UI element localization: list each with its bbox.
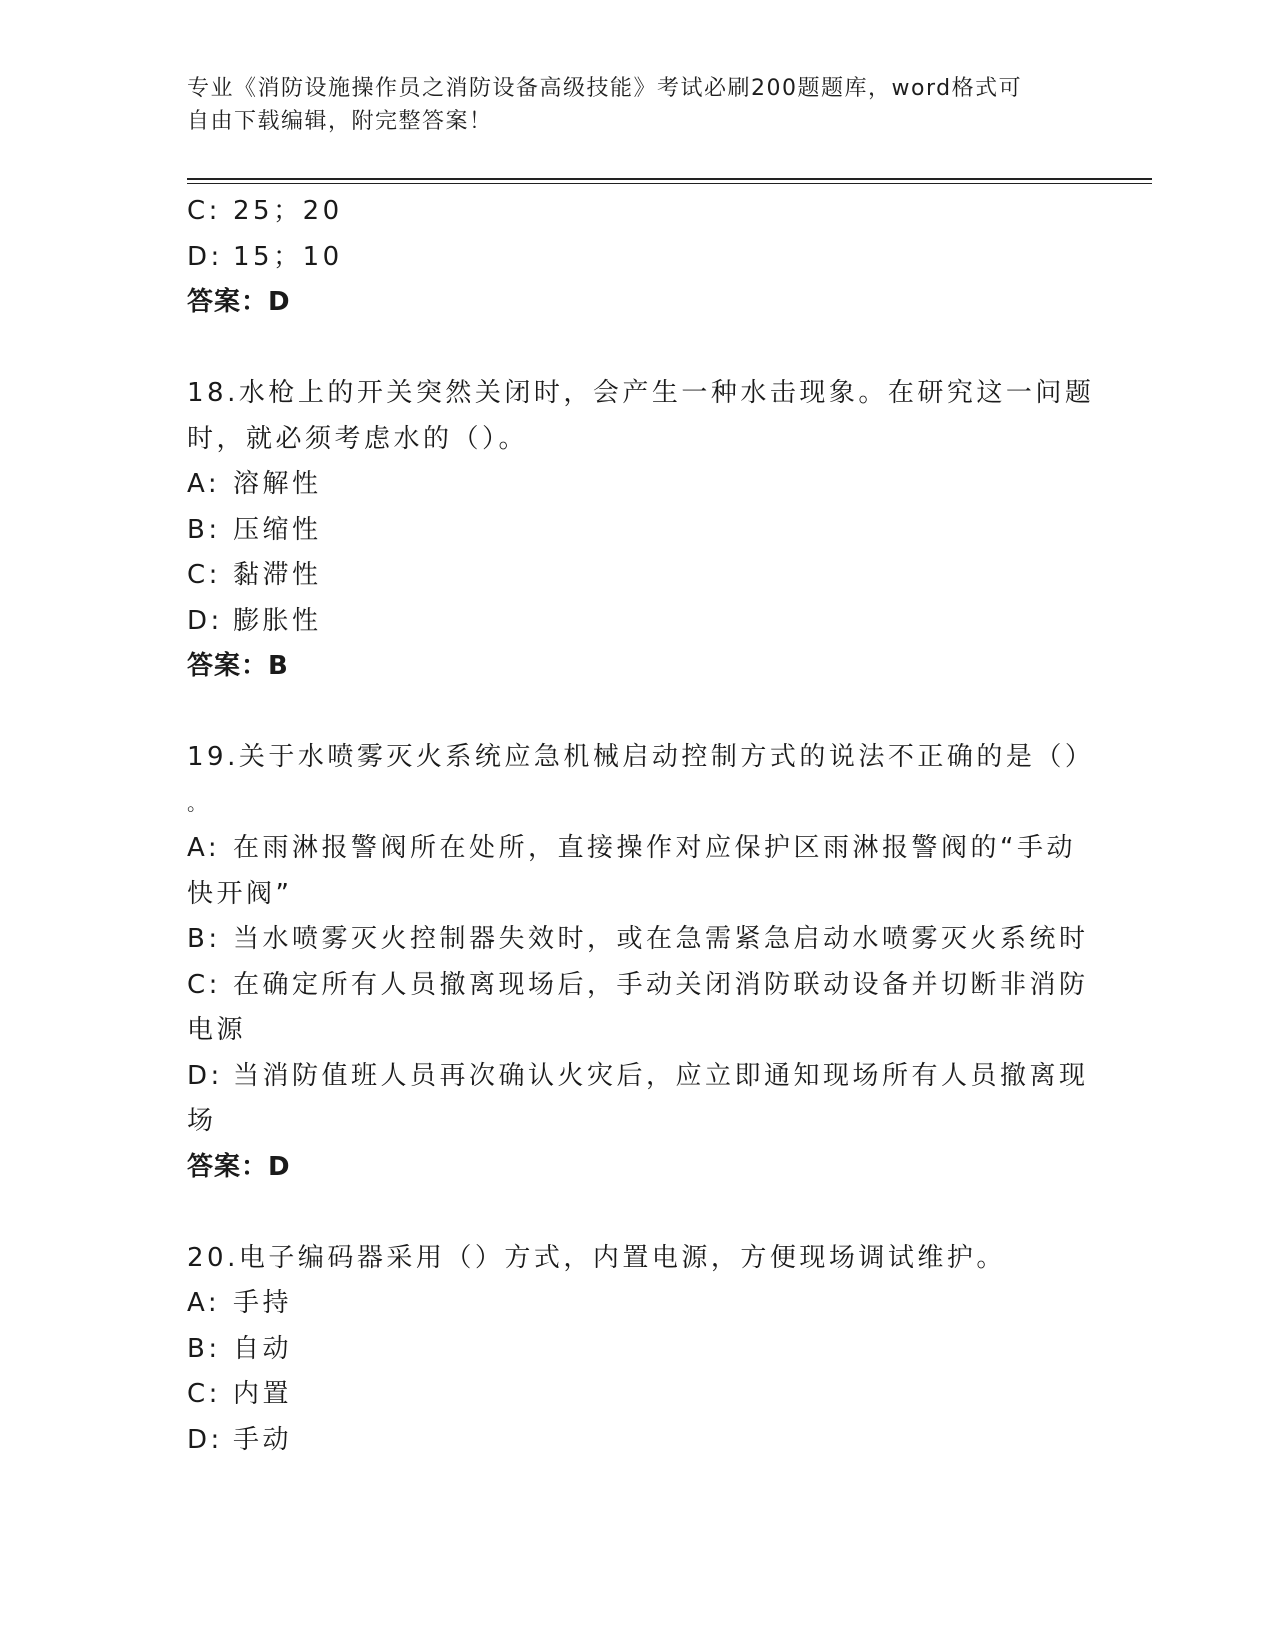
option-text: 在确定所有人员撤离现场后，手动关闭消防联动设备并切断非消防 bbox=[233, 969, 1089, 1000]
answer-line: 答案：D bbox=[187, 287, 291, 317]
option-text: 在雨淋报警阀所在处所，直接操作对应保护区雨淋报警阀的“手动 bbox=[233, 833, 1076, 863]
option-text: 黏滞性 bbox=[233, 560, 322, 590]
option-text: 溶解性 bbox=[233, 469, 322, 499]
option-text: 内置 bbox=[233, 1379, 293, 1409]
option-letter: B: bbox=[187, 514, 221, 545]
option-a bbox=[187, 1281, 1087, 1327]
page-header bbox=[187, 72, 1067, 138]
option-text: 15；10 bbox=[233, 241, 343, 272]
option-letter: A: bbox=[187, 1288, 221, 1318]
option-text: 25；20 bbox=[233, 196, 343, 226]
option-letter: C: bbox=[187, 1379, 221, 1409]
option-c bbox=[187, 963, 1087, 1009]
header-divider-thick bbox=[187, 178, 1152, 180]
question-stem-line: 19.关于水喷雾灭火系统应急机械启动控制方式的说法不正确的是（） bbox=[187, 742, 1095, 772]
answer-line: 答案：B bbox=[187, 651, 289, 681]
option-a bbox=[187, 462, 1087, 508]
option-d bbox=[187, 599, 1087, 645]
question-18 bbox=[187, 371, 1095, 690]
option-b bbox=[187, 508, 1087, 554]
option-c bbox=[187, 189, 1087, 235]
option-d-continuation: 场 bbox=[187, 1106, 217, 1136]
question-17-tail bbox=[187, 189, 1087, 326]
option-letter: C: bbox=[187, 196, 221, 226]
option-letter: B: bbox=[187, 924, 221, 954]
question-19 bbox=[187, 735, 1095, 1190]
option-a-continuation: 快开阀” bbox=[187, 878, 293, 909]
option-letter: C: bbox=[187, 560, 221, 590]
option-a bbox=[187, 826, 1087, 872]
option-letter: D: bbox=[187, 605, 223, 636]
option-text: 压缩性 bbox=[233, 514, 322, 545]
option-c-continuation: 电源 bbox=[187, 1015, 247, 1045]
option-b bbox=[187, 917, 1087, 963]
option-letter: D: bbox=[187, 1424, 223, 1455]
question-stem-line: 。 bbox=[187, 790, 211, 815]
option-d bbox=[187, 1054, 1087, 1100]
option-d bbox=[187, 1418, 1087, 1464]
spacer bbox=[187, 1190, 1087, 1236]
option-text: 手持 bbox=[233, 1288, 293, 1318]
option-text: 手动 bbox=[233, 1424, 293, 1455]
header-title-line-2: 自由下载编辑，附完整答案！ bbox=[187, 109, 493, 134]
question-stem-line: 20.电子编码器采用（）方式，内置电源，方便现场调试维护。 bbox=[187, 1242, 1006, 1273]
question-20 bbox=[187, 1236, 1087, 1464]
option-text: 当消防值班人员再次确认火灾后，应立即通知现场所有人员撤离现 bbox=[233, 1060, 1089, 1091]
option-c bbox=[187, 553, 1087, 599]
option-letter: B: bbox=[187, 1333, 221, 1364]
option-letter: C: bbox=[187, 969, 221, 1000]
option-text: 当水喷雾灭火控制器失效时，或在急需紧急启动水喷雾灭火系统时 bbox=[233, 924, 1089, 954]
header-title-line-1: 专业《消防设施操作员之消防设备高级技能》考试必刷200题题库，word格式可 bbox=[187, 76, 1023, 101]
option-letter: D: bbox=[187, 241, 223, 272]
option-letter: A: bbox=[187, 833, 221, 863]
answer-line: 答案：D bbox=[187, 1151, 291, 1182]
spacer bbox=[187, 690, 1087, 736]
spacer bbox=[187, 326, 1087, 372]
option-b bbox=[187, 1327, 1087, 1373]
option-text: 自动 bbox=[233, 1333, 293, 1364]
option-letter: A: bbox=[187, 469, 221, 499]
question-list bbox=[187, 189, 1095, 1463]
question-stem-line: 18.水枪上的开关突然关闭时，会产生一种水击现象。在研究这一问题 bbox=[187, 378, 1095, 408]
option-c bbox=[187, 1372, 1087, 1418]
option-d bbox=[187, 235, 1087, 281]
option-letter: D: bbox=[187, 1060, 223, 1091]
option-text: 膨胀性 bbox=[233, 605, 322, 636]
header-divider-thin bbox=[187, 183, 1152, 184]
question-stem-line: 时，就必须考虑水的（）。 bbox=[187, 423, 529, 454]
